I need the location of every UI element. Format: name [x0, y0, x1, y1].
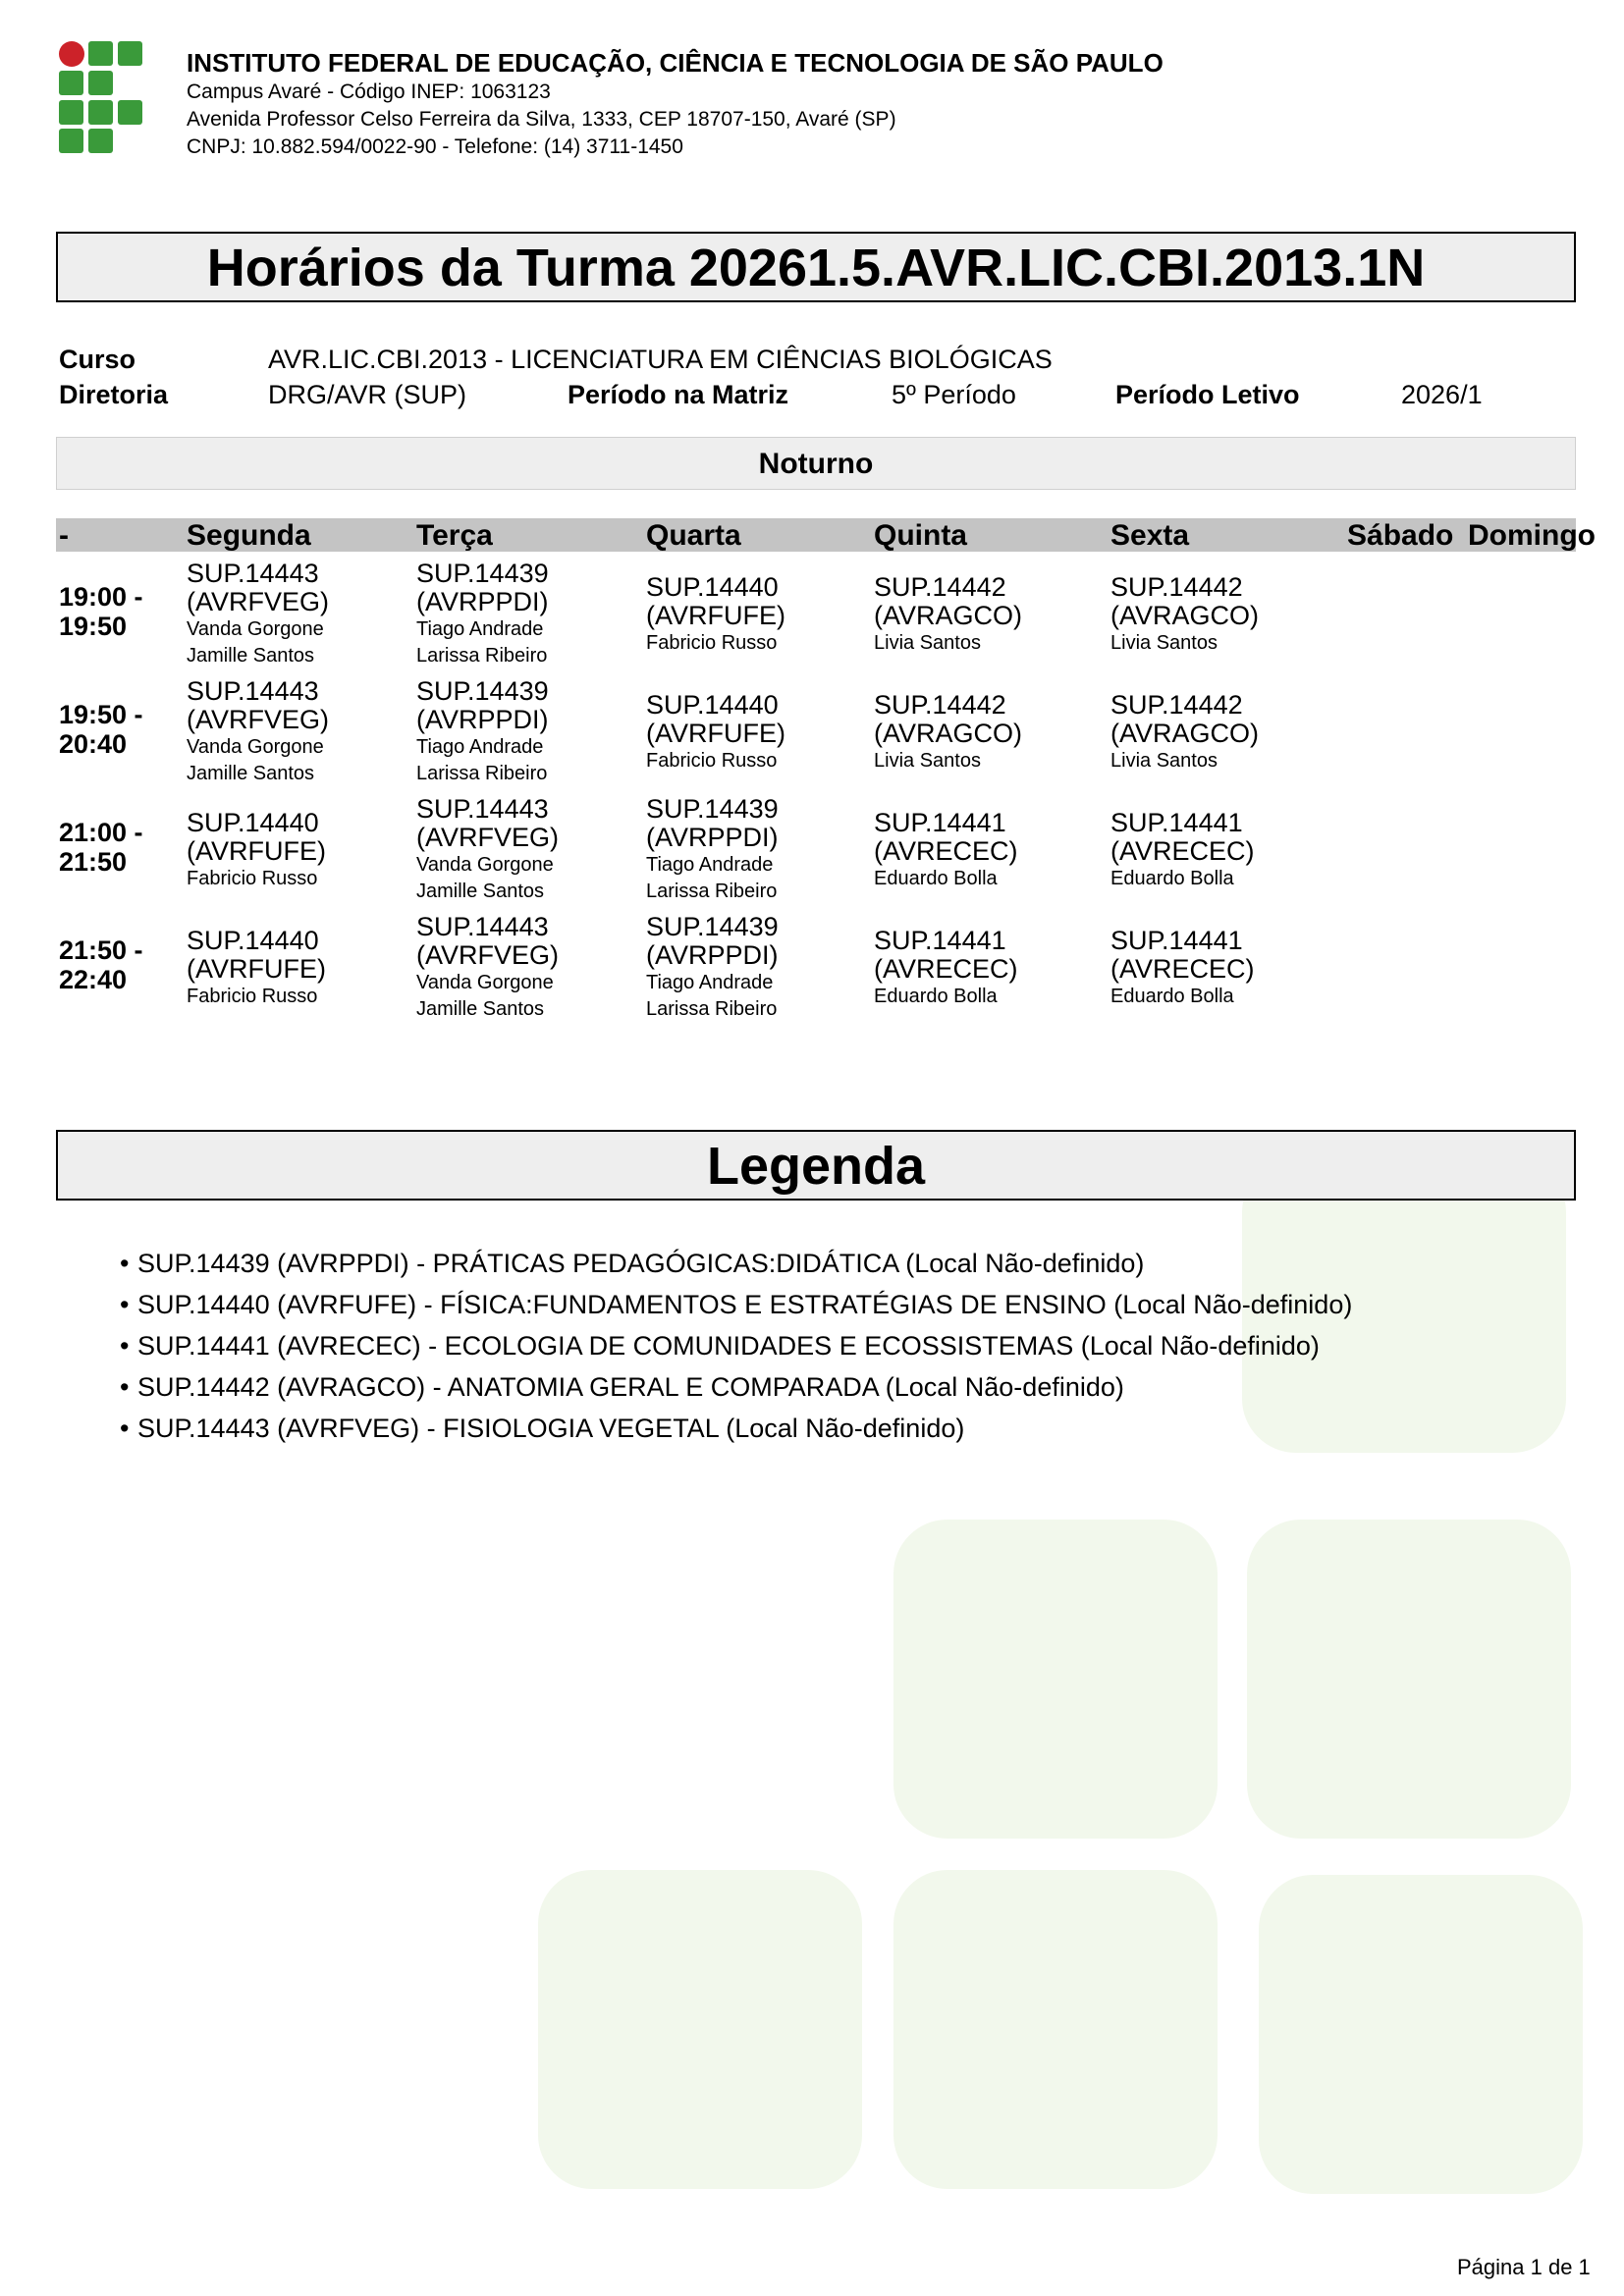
teacher-name: Eduardo Bolla [1110, 868, 1234, 889]
class-cell [1110, 927, 1255, 1010]
teacher-name: Jamille Santos [187, 645, 315, 667]
teacher-name: Larissa Ribeiro [416, 763, 548, 784]
contact-line: CNPJ: 10.882.594/0022-90 - Telefone: (14) 3711-1450 [187, 135, 683, 158]
class-code: SUP.14442 [1110, 690, 1243, 720]
curso-label: Curso [59, 345, 136, 374]
teacher-name: Fabricio Russo [187, 986, 318, 1007]
class-cell [416, 560, 549, 669]
legend-item: • SUP.14440 (AVRFUFE) - FÍSICA:FUNDAMENTOS E ESTRATÉGIAS DE ENSINO (Local Não-definido) [120, 1290, 1353, 1319]
class-cell [1110, 691, 1259, 774]
class-cell [874, 573, 1022, 657]
teacher-name: Vanda Gorgone [416, 972, 554, 993]
class-group: (AVRAGCO) [874, 719, 1023, 748]
class-code: SUP.14439 [416, 676, 549, 706]
header-quarta: Quarta [646, 519, 741, 552]
class-cell [874, 809, 1018, 892]
teacher-name: Vanda Gorgone [187, 618, 324, 640]
teacher-name: Fabricio Russo [187, 868, 318, 889]
time-slot: 19:50 - 20:40 [59, 700, 143, 759]
class-cell [416, 795, 559, 905]
class-code: SUP.14443 [416, 794, 549, 824]
teacher-name: Tiago Andrade [646, 854, 774, 876]
class-group: (AVRECEC) [1110, 836, 1255, 866]
class-group: (AVRFUFE) [187, 954, 326, 984]
class-group: (AVRFUFE) [646, 719, 785, 748]
class-group: (AVRAGCO) [1110, 719, 1260, 748]
time-slot: 19:00 - 19:50 [59, 582, 143, 641]
teacher-name: Tiago Andrade [416, 736, 544, 758]
teacher-name: Vanda Gorgone [187, 736, 324, 758]
class-code: SUP.14443 [187, 676, 319, 706]
class-cell [646, 691, 785, 774]
class-code: SUP.14443 [187, 559, 319, 588]
time-slot: 21:50 - 22:40 [59, 935, 143, 994]
class-cell [187, 677, 329, 787]
class-code: SUP.14441 [874, 926, 1006, 955]
campus-line: Campus Avaré - Código INEP: 1063123 [187, 80, 551, 103]
legend-title: Legenda [56, 1130, 1576, 1201]
class-cell [1110, 573, 1259, 657]
teacher-name: Jamille Santos [416, 998, 545, 1020]
class-group: (AVRPPDI) [646, 940, 779, 970]
teacher-name: Fabricio Russo [646, 632, 778, 654]
header-domingo: Domingo [1468, 519, 1596, 552]
class-cell [646, 573, 785, 657]
shift-bar: Noturno [56, 437, 1576, 490]
institution-header [187, 47, 1164, 161]
class-cell [416, 677, 549, 787]
curso-value: AVR.LIC.CBI.2013 - LICENCIATURA EM CIÊNCIAS BIOLÓGICAS [268, 345, 1053, 374]
class-code: SUP.14440 [646, 690, 779, 720]
class-code: SUP.14439 [646, 912, 779, 941]
class-cell [646, 795, 779, 905]
class-cell [187, 809, 326, 892]
teacher-name: Larissa Ribeiro [646, 881, 778, 902]
header-segunda: Segunda [187, 519, 311, 552]
teacher-name: Livia Santos [874, 632, 981, 654]
header-quinta: Quinta [874, 519, 967, 552]
diretoria-label: Diretoria [59, 380, 169, 409]
class-group: (AVRECEC) [1110, 954, 1255, 984]
page-number: Página 1 de 1 [1457, 2255, 1591, 2279]
class-group: (AVRFVEG) [187, 705, 330, 734]
header-sabado: Sábado [1347, 519, 1454, 552]
header-sexta: Sexta [1110, 519, 1190, 552]
teacher-name: Fabricio Russo [646, 750, 778, 772]
class-group: (AVRAGCO) [874, 601, 1023, 630]
class-cell [187, 560, 329, 669]
class-group: (AVRPPDI) [416, 705, 549, 734]
class-group: (AVRECEC) [874, 954, 1018, 984]
teacher-name: Larissa Ribeiro [646, 998, 778, 1020]
class-code: SUP.14439 [416, 559, 549, 588]
legend-list [120, 1243, 1352, 1449]
class-group: (AVRFVEG) [416, 940, 560, 970]
legend-item: • SUP.14442 (AVRAGCO) - ANATOMIA GERAL E COMPARADA (Local Não-definido) [120, 1372, 1124, 1402]
class-group: (AVRAGCO) [1110, 601, 1260, 630]
class-cell [646, 913, 779, 1023]
periodo-matriz-value: 5º Período [892, 380, 1016, 409]
class-cell [874, 691, 1022, 774]
class-code: SUP.14442 [1110, 572, 1243, 602]
class-code: SUP.14440 [187, 926, 319, 955]
class-cell [874, 927, 1018, 1010]
diretoria-value: DRG/AVR (SUP) [268, 380, 467, 409]
class-cell [416, 913, 559, 1023]
class-code: SUP.14441 [1110, 808, 1243, 837]
teacher-name: Vanda Gorgone [416, 854, 554, 876]
institution-name: INSTITUTO FEDERAL DE EDUCAÇÃO, CIÊNCIA E TECNOLOGIA DE SÃO PAULO [187, 48, 1164, 78]
class-code: SUP.14441 [874, 808, 1006, 837]
teacher-name: Jamille Santos [187, 763, 315, 784]
teacher-name: Larissa Ribeiro [416, 645, 548, 667]
page-title: Horários da Turma 20261.5.AVR.LIC.CBI.2013.1N [56, 232, 1576, 302]
class-code: SUP.14442 [874, 572, 1006, 602]
periodo-matriz-label: Período na Matriz [568, 380, 789, 409]
header-terca: Terça [416, 519, 493, 552]
teacher-name: Tiago Andrade [416, 618, 544, 640]
teacher-name: Eduardo Bolla [874, 986, 998, 1007]
class-code: SUP.14442 [874, 690, 1006, 720]
teacher-name: Tiago Andrade [646, 972, 774, 993]
teacher-name: Eduardo Bolla [874, 868, 998, 889]
class-code: SUP.14439 [646, 794, 779, 824]
teacher-name: Eduardo Bolla [1110, 986, 1234, 1007]
class-group: (AVRECEC) [874, 836, 1018, 866]
legend-item: • SUP.14443 (AVRFVEG) - FISIOLOGIA VEGETAL (Local Não-definido) [120, 1414, 965, 1443]
class-group: (AVRPPDI) [646, 823, 779, 852]
time-slot: 21:00 - 21:50 [59, 818, 143, 877]
class-group: (AVRFUFE) [187, 836, 326, 866]
address-line: Avenida Professor Celso Ferreira da Silva, 1333, CEP 18707-150, Avaré (SP) [187, 108, 896, 131]
teacher-name: Livia Santos [1110, 750, 1218, 772]
class-cell [187, 927, 326, 1010]
class-group: (AVRFVEG) [416, 823, 560, 852]
periodo-letivo-label: Período Letivo [1115, 380, 1300, 409]
ifsp-logo [59, 41, 143, 153]
periodo-letivo-value: 2026/1 [1401, 380, 1483, 409]
legend-item: • SUP.14439 (AVRPPDI) - PRÁTICAS PEDAGÓGICAS:DIDÁTICA (Local Não-definido) [120, 1249, 1145, 1278]
class-code: SUP.14440 [187, 808, 319, 837]
class-code: SUP.14443 [416, 912, 549, 941]
class-code: SUP.14441 [1110, 926, 1243, 955]
schedule-table-header [56, 518, 1596, 552]
teacher-name: Livia Santos [1110, 632, 1218, 654]
class-code: SUP.14440 [646, 572, 779, 602]
class-cell [1110, 809, 1255, 892]
header-time: - [59, 519, 69, 552]
teacher-name: Jamille Santos [416, 881, 545, 902]
class-group: (AVRFVEG) [187, 587, 330, 616]
class-group: (AVRPPDI) [416, 587, 549, 616]
teacher-name: Livia Santos [874, 750, 981, 772]
class-group: (AVRFUFE) [646, 601, 785, 630]
legend-item: • SUP.14441 (AVRECEC) - ECOLOGIA DE COMUNIDADES E ECOSSISTEMAS (Local Não-definido) [120, 1331, 1320, 1361]
